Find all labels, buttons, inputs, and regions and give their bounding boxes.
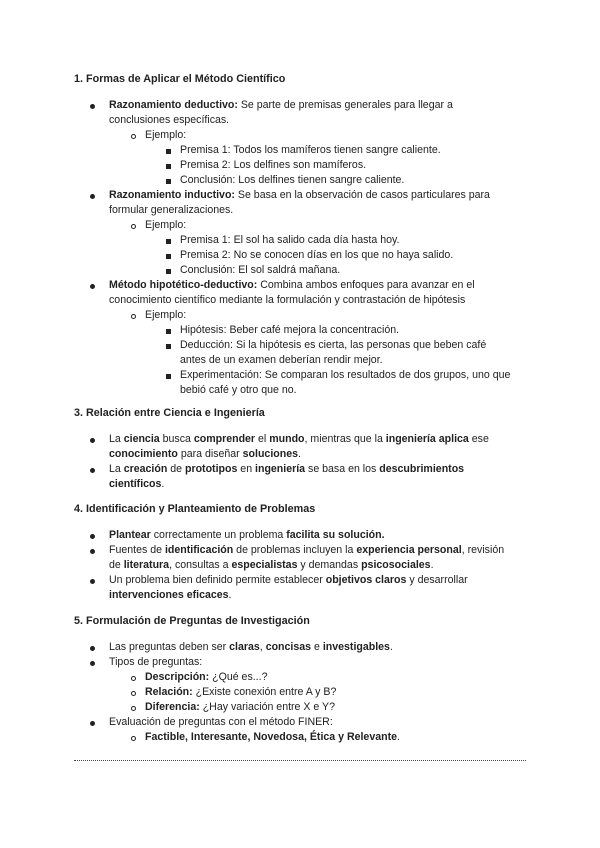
deductivo-ejemplo: Ejemplo: — [145, 129, 187, 141]
deductivo-text: Se parte de premisas generales para llegar a — [237, 99, 453, 111]
text: . — [298, 448, 301, 460]
bullet-circle — [131, 736, 136, 741]
text: ese — [468, 433, 489, 445]
bullet-dot — [90, 549, 95, 554]
bullet-dot — [90, 579, 95, 584]
s3-b1-line-2 — [109, 447, 301, 462]
inductivo-text: Se basa en la observación de casos particulares para — [234, 189, 490, 201]
s5-type-1 — [145, 670, 267, 685]
bullet-square — [166, 329, 171, 334]
text: para diseñar — [177, 448, 243, 460]
text-bold: creación — [123, 463, 168, 475]
hipotetico-item-2a: Deducción: Si la hipótesis es cierta, las personas que beben café — [180, 339, 487, 351]
hipotetico-item-3b: bebió café y otro que no. — [180, 384, 297, 396]
s3-b2-line-1 — [109, 462, 464, 477]
text-bold: Plantear — [109, 529, 151, 541]
inductivo-ejemplo: Ejemplo: — [145, 219, 187, 231]
text: , revisión — [461, 544, 505, 556]
bullet-dot — [90, 104, 95, 109]
text: , — [259, 641, 266, 653]
bullet-dot — [90, 284, 95, 289]
deductivo-line-2: conclusiones específicas. — [109, 114, 230, 126]
text: de — [109, 559, 124, 571]
text: e — [311, 641, 323, 653]
s4-b2-line-2 — [109, 558, 434, 573]
text-bold: literatura — [123, 559, 170, 571]
text-bold: Relación: — [145, 686, 193, 698]
inductivo-item-3: Conclusión: El sol saldrá mañana. — [180, 264, 341, 276]
text: , consultas a — [169, 559, 232, 571]
text-bold: ingeniería aplica — [385, 433, 469, 445]
bullet-square — [166, 179, 171, 184]
text: en — [237, 463, 256, 475]
text: Fuentes de — [109, 544, 165, 556]
s4-b3-line-2 — [109, 588, 232, 603]
text: La — [109, 433, 124, 445]
text-bold: psicosociales — [361, 559, 431, 571]
bullet-dot — [90, 646, 95, 651]
bullet-dot — [90, 468, 95, 473]
text: y demandas — [297, 559, 362, 571]
text-bold: experiencia personal — [356, 544, 462, 556]
text: de problemas incluyen la — [233, 544, 357, 556]
section-5-heading: 5. Formulación de Preguntas de Investigación — [74, 615, 310, 627]
text: Las preguntas deben ser — [109, 641, 230, 653]
bullet-dot — [90, 721, 95, 726]
text-bold: Diferencia: — [145, 701, 200, 713]
bullet-square — [166, 149, 171, 154]
section-4-heading: 4. Identificación y Planteamiento de Problemas — [74, 503, 316, 515]
s5-b1 — [109, 640, 393, 655]
section-3-heading: 3. Relación entre Ciencia e Ingeniería — [74, 407, 265, 419]
text: . — [228, 589, 232, 601]
text-bold: comprender — [193, 433, 256, 445]
bullet-dot — [90, 661, 95, 666]
text-bold: científicos — [109, 478, 162, 490]
s4-b2-line-1 — [109, 543, 504, 558]
inductivo-term: Razonamiento inductivo: — [109, 189, 235, 201]
text: ¿Qué es...? — [209, 671, 268, 683]
text: ¿Existe conexión entre A y B? — [192, 686, 337, 698]
bullet-square — [166, 164, 171, 169]
text: La — [109, 463, 124, 475]
hipotetico-item-3a: Experimentación: Se comparan los resultados de dos grupos, uno que — [180, 369, 511, 381]
bullet-square — [166, 374, 171, 379]
hipotetico-term: Método hipotético-deductivo: — [109, 279, 258, 291]
bullet-circle — [131, 224, 136, 229]
text: de — [167, 463, 185, 475]
text-bold: intervenciones eficaces — [109, 589, 229, 601]
bullet-circle — [131, 691, 136, 696]
text-bold: soluciones — [242, 448, 298, 460]
deductivo-line-1 — [109, 98, 453, 113]
bullet-circle — [131, 134, 136, 139]
text-bold: objetivos claros — [325, 574, 407, 586]
text-bold: concisas — [265, 641, 312, 653]
text: . — [389, 641, 393, 653]
text: Un problema bien definido permite establecer — [109, 574, 326, 586]
deductivo-item-2: Premisa 2: Los delfines son mamíferos. — [180, 159, 367, 171]
hipotetico-ejemplo: Ejemplo: — [145, 309, 187, 321]
divider — [74, 760, 526, 761]
text-bold: facilita su solución. — [286, 529, 385, 541]
inductivo-item-1: Premisa 1: El sol ha salido cada día hasta hoy. — [180, 234, 400, 246]
text: . — [430, 559, 434, 571]
text-bold: especialistas — [231, 559, 298, 571]
hipotetico-item-2b: antes de un examen deberían rendir mejor. — [180, 354, 383, 366]
bullet-square — [166, 254, 171, 259]
s5-b3: Evaluación de preguntas con el método FINER: — [109, 716, 333, 728]
bullet-dot — [90, 194, 95, 199]
text: el — [255, 433, 270, 445]
deductivo-item-3: Conclusión: Los delfines tienen sangre caliente. — [180, 174, 405, 186]
hipotetico-line-1 — [109, 278, 475, 293]
inductivo-item-2: Premisa 2: No se conocen días en los que no haya salido. — [180, 249, 454, 261]
bullet-circle — [131, 314, 136, 319]
bullet-square — [166, 269, 171, 274]
s5-type-2 — [145, 685, 336, 700]
bullet-square — [166, 239, 171, 244]
text-bold: identificación — [164, 544, 234, 556]
hipotetico-line-2: conocimiento científico mediante la formulación y contrastación de hipótesis — [109, 294, 466, 306]
text: ¿Hay variación entre X e Y? — [199, 701, 336, 713]
text-bold: claras — [229, 641, 260, 653]
bullet-circle — [131, 676, 136, 681]
s5-type-3 — [145, 700, 335, 715]
hipotetico-text: Combina ambos enfoques para avanzar en el — [257, 279, 475, 291]
text-bold: mundo — [269, 433, 305, 445]
text-bold: Descripción: — [145, 671, 210, 683]
bullet-square — [166, 344, 171, 349]
deductivo-term: Razonamiento deductivo: — [109, 99, 238, 111]
inductivo-line-1 — [109, 188, 490, 203]
s3-b2-line-2 — [109, 477, 164, 492]
deductivo-item-1: Premisa 1: Todos los mamíferos tienen sangre caliente. — [180, 144, 441, 156]
hipotetico-item-1: Hipótesis: Beber café mejora la concentración. — [180, 324, 400, 336]
s4-b1 — [109, 528, 385, 543]
section-1-heading: 1. Formas de Aplicar el Método Científico — [74, 73, 286, 85]
text: busca — [159, 433, 194, 445]
s5-finer — [145, 730, 400, 745]
inductivo-line-2: formular generalizaciones. — [109, 204, 234, 216]
text-bold: prototipos — [184, 463, 238, 475]
text: se basa en los — [305, 463, 380, 475]
text: y desarrollar — [406, 574, 468, 586]
text-bold: conocimiento — [109, 448, 178, 460]
text: correctamente un problema — [150, 529, 287, 541]
text-bold: ingeniería — [255, 463, 306, 475]
text: . — [161, 478, 165, 490]
text-bold: Factible, Interesante, Novedosa, Ética y Relevante — [145, 731, 397, 743]
text-bold: investigables — [322, 641, 390, 653]
s4-b3-line-1 — [109, 573, 468, 588]
s3-b1-line-1 — [109, 432, 489, 447]
text: , mientras que la — [304, 433, 386, 445]
text-bold: ciencia — [123, 433, 160, 445]
bullet-circle — [131, 706, 136, 711]
bullet-dot — [90, 438, 95, 443]
bullet-dot — [90, 534, 95, 539]
text-bold: descubrimientos — [379, 463, 465, 475]
s5-b2: Tipos de preguntas: — [109, 656, 203, 668]
text: . — [397, 731, 400, 743]
